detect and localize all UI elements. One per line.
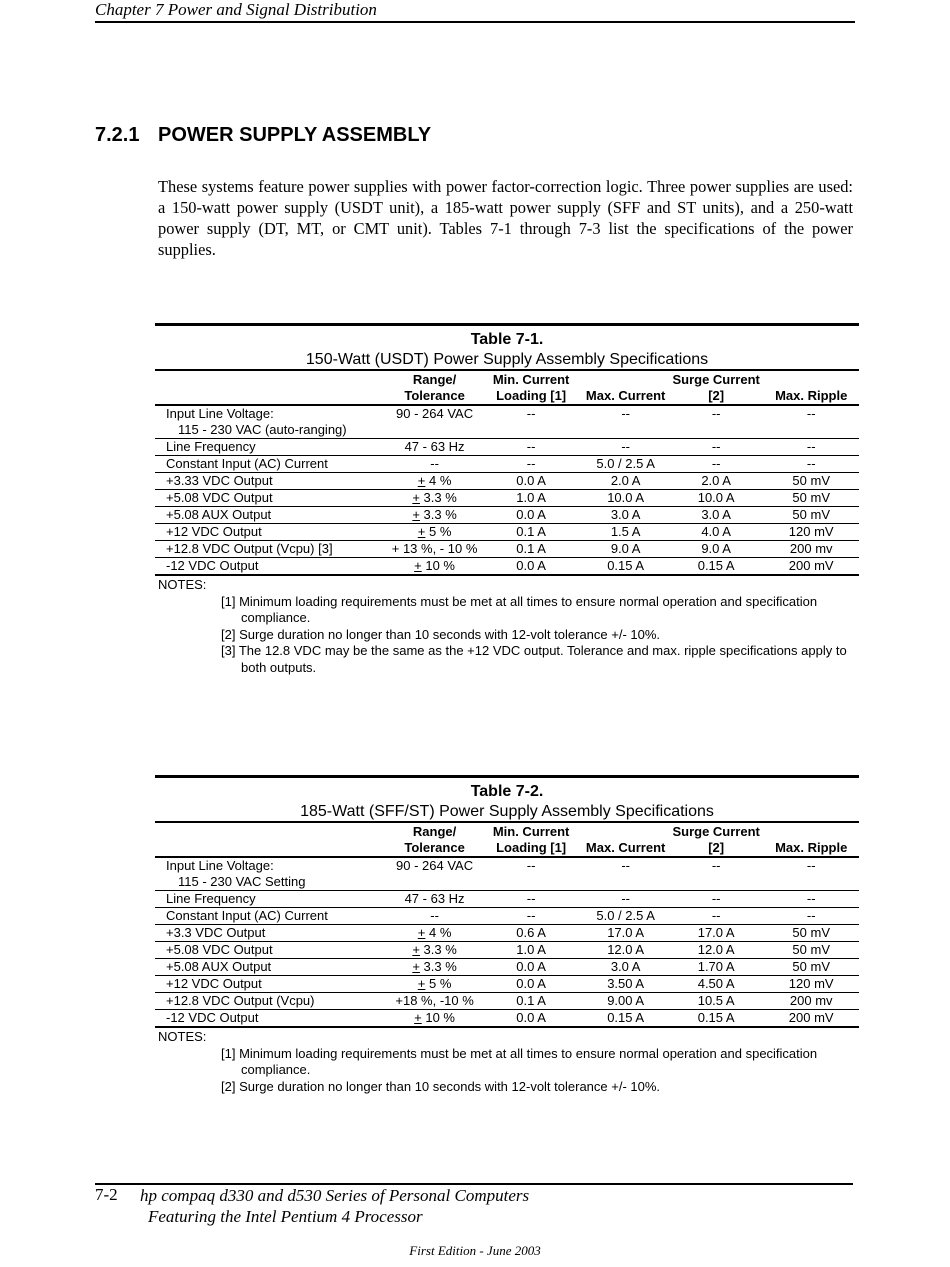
surge-current-cell: 4.50 A bbox=[669, 976, 764, 993]
column-header: Range/ Tolerance bbox=[389, 370, 480, 405]
parameter-cell bbox=[155, 541, 389, 558]
plus-minus-sign: + bbox=[414, 1010, 422, 1025]
notes-label: NOTES: bbox=[158, 1029, 207, 1044]
range-tolerance-value: 5 % bbox=[425, 976, 452, 991]
column-header bbox=[155, 822, 389, 857]
range-tolerance-cell bbox=[389, 908, 480, 925]
parameter-cell bbox=[155, 490, 389, 507]
range-tolerance-cell bbox=[389, 507, 480, 524]
max-ripple-cell: -- bbox=[763, 405, 859, 439]
range-tolerance-value: 90 - 264 VAC bbox=[396, 406, 474, 421]
table-number: Table 7-2. bbox=[470, 783, 544, 800]
plus-minus-sign: + bbox=[417, 976, 426, 991]
min-current-cell: 0.1 A bbox=[480, 541, 583, 558]
max-ripple-cell: -- bbox=[763, 908, 859, 925]
range-tolerance-cell bbox=[389, 541, 480, 558]
table-row bbox=[155, 857, 859, 891]
max-current-cell: -- bbox=[582, 405, 668, 439]
parameter-cell bbox=[155, 908, 389, 925]
surge-current-cell: 10.0 A bbox=[669, 490, 764, 507]
note-item: [3] The 12.8 VDC may be the same as the +12 VDC output. Tolerance and max. ripple specifications apply to both outputs. bbox=[221, 643, 847, 675]
table-number: Table 7-1. bbox=[470, 331, 544, 348]
parameter-label: Input Line Voltage: bbox=[166, 406, 274, 421]
range-tolerance-value: 47 - 63 Hz bbox=[404, 891, 465, 906]
surge-current-cell: -- bbox=[669, 908, 764, 925]
parameter-label: Constant Input (AC) Current bbox=[166, 908, 328, 923]
max-ripple-cell: 200 mv bbox=[763, 993, 859, 1010]
table-header-row bbox=[155, 822, 859, 857]
max-ripple-cell: 50 mV bbox=[763, 925, 859, 942]
range-tolerance-value: 4 % bbox=[425, 473, 452, 488]
note-item: [1] Minimum loading requirements must be met at all times to ensure normal operation and specification compliance. bbox=[221, 593, 818, 625]
surge-current-cell: -- bbox=[669, 456, 764, 473]
table-row bbox=[155, 524, 859, 541]
plus-minus-sign: + bbox=[414, 558, 422, 573]
parameter-label: Line Frequency bbox=[166, 439, 256, 454]
table-row bbox=[155, 558, 859, 576]
max-current-cell: 3.50 A bbox=[582, 976, 668, 993]
range-tolerance-cell bbox=[389, 524, 480, 541]
column-header: Min. Current Loading [1] bbox=[480, 822, 583, 857]
note-item: [2] Surge duration no longer than 10 seconds with 12-volt tolerance +/- 10%. bbox=[221, 1078, 661, 1094]
table-row bbox=[155, 891, 859, 908]
max-current-cell: 12.0 A bbox=[582, 942, 668, 959]
parameter-cell bbox=[155, 456, 389, 473]
table-row bbox=[155, 405, 859, 439]
parameter-cell bbox=[155, 925, 389, 942]
parameter-cell bbox=[155, 558, 389, 576]
surge-current-cell: -- bbox=[669, 857, 764, 891]
range-tolerance-value: 47 - 63 Hz bbox=[404, 439, 465, 454]
footer-document-title bbox=[140, 1185, 529, 1227]
parameter-cell bbox=[155, 1010, 389, 1028]
min-current-cell: 0.0 A bbox=[516, 558, 546, 573]
footer-page-number: 7-2 bbox=[95, 1185, 118, 1204]
table-row bbox=[155, 959, 859, 976]
max-current-cell: 0.15 A bbox=[607, 558, 645, 573]
parameter-cell bbox=[155, 857, 389, 891]
table-7-2-block bbox=[155, 775, 859, 1095]
table-row bbox=[155, 456, 859, 473]
table-row bbox=[155, 541, 859, 558]
min-current-cell: 0.0 A bbox=[480, 507, 583, 524]
max-ripple-cell: -- bbox=[763, 456, 859, 473]
range-tolerance-value: 5 % bbox=[425, 524, 452, 539]
surge-current-cell: 3.0 A bbox=[669, 507, 764, 524]
table-row bbox=[155, 1010, 859, 1028]
parameter-label: Input Line Voltage: bbox=[166, 858, 274, 873]
parameter-label: +12 VDC Output bbox=[166, 976, 262, 991]
surge-current-cell: 17.0 A bbox=[669, 925, 764, 942]
parameter-label: +3.33 VDC Output bbox=[166, 473, 273, 488]
spec-table bbox=[155, 821, 859, 1028]
range-tolerance-cell bbox=[389, 976, 480, 993]
range-tolerance-cell bbox=[389, 473, 480, 490]
range-tolerance-value: 3.3 % bbox=[419, 507, 457, 522]
range-tolerance-cell bbox=[389, 490, 480, 507]
range-tolerance-value: 4 % bbox=[425, 925, 452, 940]
section-heading bbox=[95, 124, 431, 147]
range-tolerance-cell bbox=[389, 558, 480, 576]
range-tolerance-cell bbox=[389, 405, 480, 439]
range-tolerance-value: 3.3 % bbox=[419, 959, 457, 974]
table-caption bbox=[155, 323, 859, 369]
column-header: Surge Current [2] bbox=[669, 822, 764, 857]
max-ripple-cell: 120 mV bbox=[763, 524, 859, 541]
surge-current-cell: 9.0 A bbox=[669, 541, 764, 558]
range-tolerance-cell bbox=[389, 1010, 480, 1028]
max-ripple-cell: 50 mV bbox=[763, 959, 859, 976]
max-current-cell: 17.0 A bbox=[582, 925, 668, 942]
table-title: 185-Watt (SFF/ST) Power Supply Assembly Specifications bbox=[300, 803, 714, 820]
max-current-cell: 0.15 A bbox=[607, 1010, 645, 1025]
parameter-cell bbox=[155, 405, 389, 439]
table-row bbox=[155, 976, 859, 993]
parameter-label: +12 VDC Output bbox=[166, 524, 262, 539]
column-header: Max. Current bbox=[582, 370, 668, 405]
min-current-cell: -- bbox=[480, 908, 583, 925]
surge-current-cell: 1.70 A bbox=[669, 959, 764, 976]
max-current-cell: 1.5 A bbox=[582, 524, 668, 541]
parameter-cell bbox=[155, 891, 389, 908]
range-tolerance-value: 10 % bbox=[421, 1010, 455, 1025]
footer-title-line1: hp compaq d330 and d530 Series of Personal Computers bbox=[140, 1186, 530, 1205]
parameter-cell bbox=[155, 524, 389, 541]
section-title: POWER SUPPLY ASSEMBLY bbox=[158, 124, 432, 146]
min-current-cell: 1.0 A bbox=[480, 490, 583, 507]
max-ripple-cell: -- bbox=[763, 857, 859, 891]
plus-minus-sign: + bbox=[412, 507, 420, 522]
range-tolerance-value: -- bbox=[430, 908, 439, 923]
range-tolerance-value: 3.3 % bbox=[419, 942, 457, 957]
range-tolerance-cell bbox=[389, 456, 480, 473]
table-row bbox=[155, 439, 859, 456]
max-ripple-cell: 50 mV bbox=[763, 507, 859, 524]
range-tolerance-cell bbox=[389, 993, 480, 1010]
range-tolerance-value: +18 %, -10 % bbox=[395, 993, 474, 1008]
table-header-row bbox=[155, 370, 859, 405]
parameter-label: +5.08 VDC Output bbox=[166, 942, 273, 957]
parameter-cell bbox=[155, 473, 389, 490]
parameter-label: +3.3 VDC Output bbox=[166, 925, 266, 940]
parameter-label: +12.8 VDC Output (Vcpu) [3] bbox=[166, 541, 333, 556]
notes-label: NOTES: bbox=[158, 577, 207, 592]
max-ripple-cell: -- bbox=[763, 891, 859, 908]
parameter-cell bbox=[155, 976, 389, 993]
column-header bbox=[155, 370, 389, 405]
parameter-label: +5.08 AUX Output bbox=[166, 959, 272, 974]
min-current-cell: 0.0 A bbox=[516, 1010, 546, 1025]
max-current-cell: -- bbox=[582, 439, 668, 456]
footer-edition: First Edition - June 2003 bbox=[409, 1243, 541, 1258]
min-current-cell: -- bbox=[480, 857, 583, 891]
min-current-cell: -- bbox=[480, 439, 583, 456]
column-header: Range/ Tolerance bbox=[389, 822, 480, 857]
min-current-cell: 0.1 A bbox=[480, 993, 583, 1010]
parameter-cell bbox=[155, 993, 389, 1010]
surge-current-cell: 0.15 A bbox=[697, 558, 735, 573]
parameter-label: Line Frequency bbox=[166, 891, 256, 906]
surge-current-cell: -- bbox=[669, 405, 764, 439]
range-tolerance-cell bbox=[389, 891, 480, 908]
range-tolerance-cell bbox=[389, 942, 480, 959]
max-current-cell: 9.00 A bbox=[582, 993, 668, 1010]
parameter-sublabel: 115 - 230 VAC (auto-ranging) bbox=[178, 422, 347, 437]
column-header: Max. Ripple bbox=[763, 822, 859, 857]
column-header: Max. Current bbox=[582, 822, 668, 857]
max-current-cell: 5.0 / 2.5 A bbox=[582, 456, 668, 473]
surge-current-cell: 10.5 A bbox=[669, 993, 764, 1010]
column-header: Surge Current [2] bbox=[669, 370, 764, 405]
plus-minus-sign: + bbox=[417, 524, 426, 539]
range-tolerance-cell bbox=[389, 857, 480, 891]
max-ripple-cell: 200 mV bbox=[788, 1010, 834, 1025]
table-row bbox=[155, 490, 859, 507]
parameter-label: -12 VDC Output bbox=[166, 558, 259, 573]
parameter-label: +5.08 VDC Output bbox=[166, 490, 273, 505]
min-current-cell: -- bbox=[480, 891, 583, 908]
surge-current-cell: 4.0 A bbox=[669, 524, 764, 541]
column-header: Min. Current Loading [1] bbox=[480, 370, 583, 405]
table-notes bbox=[155, 577, 859, 676]
surge-current-cell: 2.0 A bbox=[669, 473, 764, 490]
max-ripple-cell: 200 mV bbox=[788, 558, 834, 573]
max-current-cell: 2.0 A bbox=[582, 473, 668, 490]
min-current-cell: 0.0 A bbox=[480, 473, 583, 490]
parameter-cell bbox=[155, 439, 389, 456]
parameter-label: -12 VDC Output bbox=[166, 1010, 259, 1025]
min-current-cell: 0.1 A bbox=[480, 524, 583, 541]
table-row bbox=[155, 942, 859, 959]
min-current-cell: -- bbox=[480, 405, 583, 439]
table-row bbox=[155, 993, 859, 1010]
plus-minus-sign: + bbox=[412, 959, 420, 974]
max-current-cell: 5.0 / 2.5 A bbox=[582, 908, 668, 925]
max-current-cell: -- bbox=[582, 857, 668, 891]
plus-minus-sign: + bbox=[417, 925, 426, 940]
plus-minus-sign: + bbox=[417, 473, 426, 488]
parameter-cell bbox=[155, 959, 389, 976]
plus-minus-sign: + bbox=[412, 942, 420, 957]
max-ripple-cell: 120 mV bbox=[763, 976, 859, 993]
parameter-cell bbox=[155, 507, 389, 524]
surge-current-cell: 12.0 A bbox=[669, 942, 764, 959]
intro-paragraph: These systems feature power supplies with power factor-correction logic. Three power supplies are used: a 150-watt power supply (USDT unit), a 185-watt power supply (SFF and ST units), and a 250-watt power supply (DT, MT, or CMT unit). Tables 7-1 through 7-3 list the specifications of the power supplies. bbox=[158, 177, 853, 259]
table-row bbox=[155, 908, 859, 925]
table-row bbox=[155, 925, 859, 942]
min-current-cell: 0.0 A bbox=[480, 976, 583, 993]
max-current-cell: 9.0 A bbox=[582, 541, 668, 558]
range-tolerance-value: -- bbox=[430, 456, 439, 471]
max-ripple-cell: 200 mv bbox=[763, 541, 859, 558]
max-current-cell: -- bbox=[582, 891, 668, 908]
max-current-cell: 3.0 A bbox=[582, 959, 668, 976]
plus-minus-sign: + bbox=[412, 490, 420, 505]
parameter-label: +5.08 AUX Output bbox=[166, 507, 272, 522]
max-ripple-cell: -- bbox=[763, 439, 859, 456]
range-tolerance-value: + 13 %, - 10 % bbox=[391, 541, 478, 556]
spec-table bbox=[155, 369, 859, 576]
parameter-cell bbox=[155, 942, 389, 959]
table-row bbox=[155, 507, 859, 524]
min-current-cell: 0.0 A bbox=[480, 959, 583, 976]
note-item: [2] Surge duration no longer than 10 seconds with 12-volt tolerance +/- 10%. bbox=[221, 626, 661, 642]
max-ripple-cell: 50 mV bbox=[763, 942, 859, 959]
table-7-1-block bbox=[155, 323, 859, 676]
section-number: 7.2.1 bbox=[95, 124, 140, 146]
parameter-sublabel: 115 - 230 VAC Setting bbox=[178, 874, 306, 889]
range-tolerance-value: 3.3 % bbox=[419, 490, 457, 505]
table-caption bbox=[155, 775, 859, 821]
min-current-cell: 0.6 A bbox=[480, 925, 583, 942]
table-row bbox=[155, 473, 859, 490]
surge-current-cell: -- bbox=[669, 891, 764, 908]
range-tolerance-cell bbox=[389, 925, 480, 942]
running-header: Chapter 7 Power and Signal Distribution bbox=[95, 0, 855, 23]
column-header: Max. Ripple bbox=[763, 370, 859, 405]
max-ripple-cell: 50 mV bbox=[763, 490, 859, 507]
parameter-label: +12.8 VDC Output (Vcpu) bbox=[166, 993, 315, 1008]
surge-current-cell: 0.15 A bbox=[697, 1010, 735, 1025]
range-tolerance-cell bbox=[389, 959, 480, 976]
range-tolerance-value: 10 % bbox=[421, 558, 455, 573]
table-notes bbox=[155, 1029, 859, 1095]
max-ripple-cell: 50 mV bbox=[763, 473, 859, 490]
max-current-cell: 3.0 A bbox=[582, 507, 668, 524]
max-current-cell: 10.0 A bbox=[582, 490, 668, 507]
range-tolerance-cell bbox=[389, 439, 480, 456]
min-current-cell: 1.0 A bbox=[480, 942, 583, 959]
surge-current-cell: -- bbox=[669, 439, 764, 456]
parameter-label: Constant Input (AC) Current bbox=[166, 456, 328, 471]
footer-title-line2: Featuring the Intel Pentium 4 Processor bbox=[148, 1207, 423, 1226]
min-current-cell: -- bbox=[480, 456, 583, 473]
table-title: 150-Watt (USDT) Power Supply Assembly Specifications bbox=[305, 351, 709, 368]
range-tolerance-value: 90 - 264 VAC bbox=[396, 858, 474, 873]
note-item: [1] Minimum loading requirements must be met at all times to ensure normal operation and specification compliance. bbox=[221, 1045, 818, 1077]
